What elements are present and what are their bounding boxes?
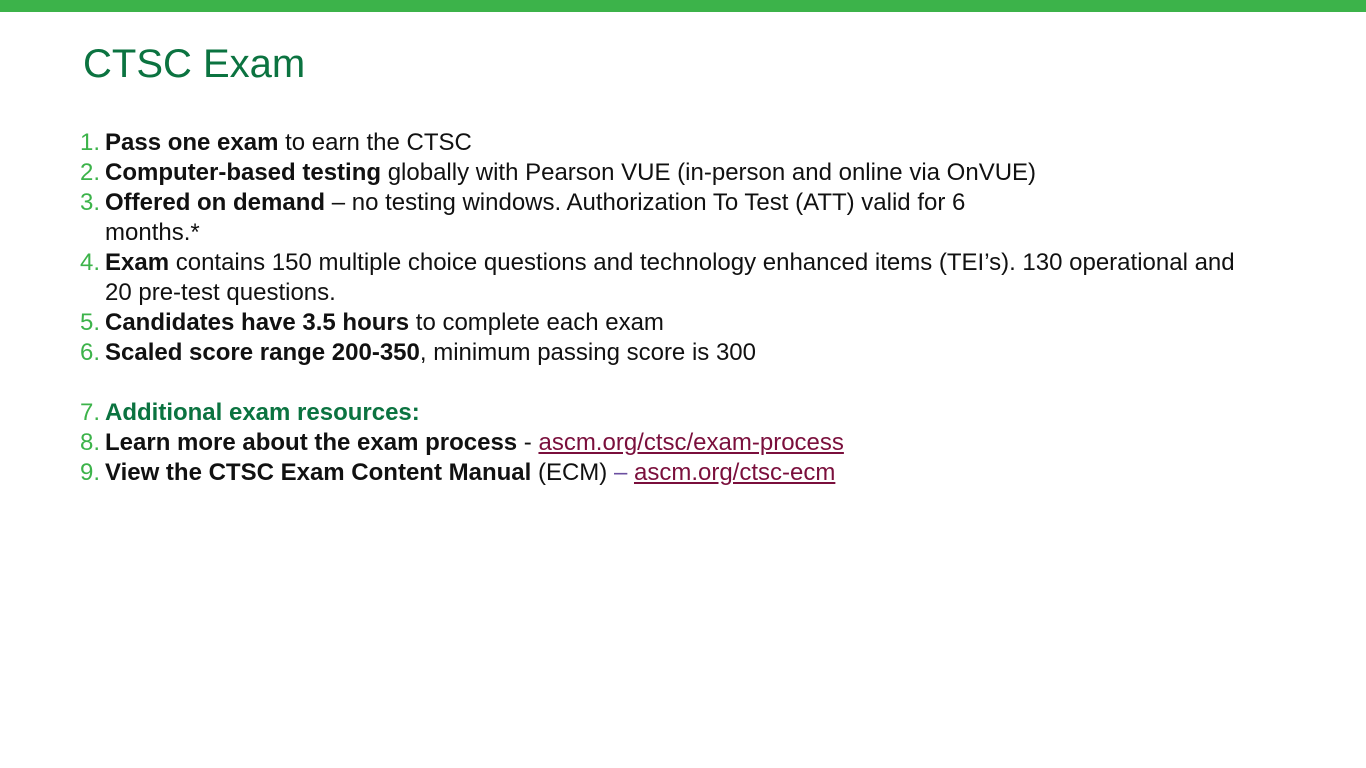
exam-info-list [80,128,1280,488]
page-title: CTSC Exam [83,42,306,86]
item-text: contains 150 multiple choice questions and technology enhanced items (TEI’s). 130 operational and 20 pre-test questions. [105,249,1235,306]
item-dash: – [613,459,628,486]
item-bold-text: View the CTSC Exam Content Manual [105,459,532,486]
item-bold-text: Offered on demand [105,189,326,216]
item-text: – no testing windows. Authorization To Test (ATT) valid for 6 [325,189,966,216]
item-bold-text: Exam [105,249,170,276]
list-item [80,128,1280,158]
list-item [80,158,1280,188]
item-bold-text: Scaled score range 200-350 [105,339,420,366]
ecm-link[interactable]: ascm.org/ctsc-ecm [633,459,836,486]
item-text-continued: months.* [105,219,200,246]
list-item [80,458,1280,488]
list-item [80,338,1280,368]
item-text: (ECM) [531,459,614,486]
list-number: 3. [80,189,101,216]
exam-process-link[interactable]: ascm.org/ctsc/exam-process [538,429,844,456]
list-item [80,398,1280,428]
list-number: 5. [80,309,101,336]
list-item [80,308,1280,338]
item-text: globally with Pearson VUE (in-person and online via OnVUE) [381,159,1037,186]
resources-heading: Additional exam resources: [105,399,420,426]
list-item [80,188,1280,248]
list-number: 1. [80,129,101,156]
list-number: 8. [80,429,101,456]
item-text: to earn the CTSC [278,129,472,156]
top-accent-bar [0,0,1366,12]
list-number: 4. [80,249,101,276]
item-text: to complete each exam [409,309,664,336]
list-number: 7. [80,399,101,426]
item-bold-text: Learn more about the exam process [105,429,518,456]
list-item [80,428,1280,458]
item-bold-text: Computer-based testing [105,159,382,186]
item-bold-text: Candidates have 3.5 hours [105,309,410,336]
list-number: 6. [80,339,101,366]
item-separator: - [517,429,539,456]
item-bold-text: Pass one exam [105,129,279,156]
list-number: 9. [80,459,101,486]
list-spacer [80,368,1280,398]
list-number: 2. [80,159,101,186]
list-item [80,248,1280,308]
item-text: , minimum passing score is 300 [419,339,756,366]
